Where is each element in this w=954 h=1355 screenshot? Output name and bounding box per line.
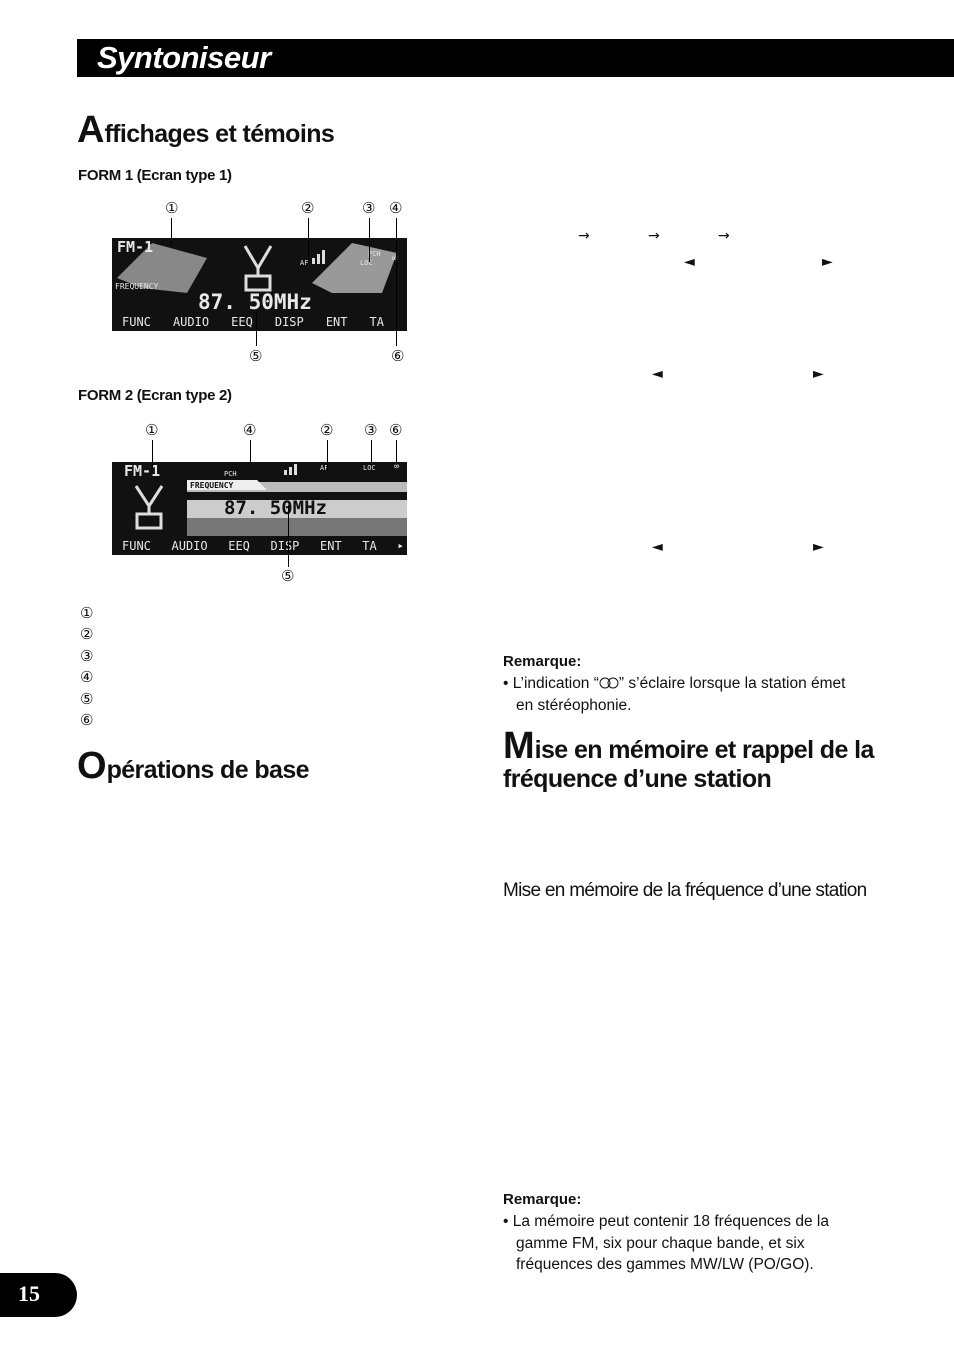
lcd-pch: PCH — [368, 250, 381, 258]
callout-3: ③ — [364, 421, 378, 439]
signal-strength-icon — [284, 464, 297, 475]
drop-cap: O — [77, 745, 107, 787]
antenna-icon — [245, 246, 271, 290]
heading-text: pérations de base — [106, 756, 309, 784]
leader-line — [288, 505, 289, 567]
drop-cap: M — [503, 725, 535, 767]
lcd-band: FM-1 — [124, 462, 161, 480]
softkey-next-icon: ▸ — [397, 539, 404, 552]
leader-line — [371, 440, 372, 466]
softkey-ent: ENT — [325, 315, 348, 329]
right-triangle-icon: ► — [822, 254, 833, 270]
signal-strength-icon — [312, 250, 325, 264]
lcd-display-form2 — [112, 462, 407, 555]
section-heading-operations — [77, 742, 309, 791]
leader-line — [396, 218, 397, 346]
leader-line — [250, 440, 251, 466]
softkey-func: FUNC — [122, 315, 151, 329]
lcd-loc: LOC — [363, 464, 376, 472]
legend-number-4: ④ — [80, 668, 94, 686]
stereo-icon: ∞ — [392, 254, 398, 264]
stereo-icon — [599, 677, 619, 689]
page-header-bar — [77, 39, 954, 77]
antenna-icon — [136, 486, 162, 528]
right-triangle-icon: ► — [813, 539, 824, 555]
lcd-frequency-label: FREQUENCY — [190, 481, 234, 490]
remark-text-line: fréquences des gammes MW/LW (PO/GO). — [516, 1256, 814, 1273]
lcd-band: FM-1 — [117, 238, 154, 256]
lcd-frequency-label: FREQUENCY — [115, 282, 159, 291]
remark-title: Remarque: — [503, 1191, 582, 1208]
left-triangle-icon: ◄ — [652, 366, 663, 382]
left-triangle-icon: ◄ — [684, 254, 695, 270]
legend-number-2: ② — [80, 625, 94, 643]
leader-line — [308, 218, 309, 264]
lcd-softkeys — [122, 539, 404, 553]
callout-2: ② — [301, 199, 315, 217]
page-number-tab — [0, 1273, 77, 1317]
callout-5: ⑤ — [281, 567, 295, 585]
stereo-icon: ∞ — [394, 462, 400, 472]
arrow-right-icon: → — [648, 228, 660, 244]
frequency-band-lower — [187, 518, 407, 536]
page-title: Syntoniseur — [97, 40, 271, 75]
callout-3: ③ — [362, 199, 376, 217]
subsection-heading: Mise en mémoire de la fréquence d’une station — [503, 880, 867, 901]
remark-title: Remarque: — [503, 653, 582, 670]
legend-number-5: ⑤ — [80, 690, 94, 708]
callout-1: ① — [145, 421, 159, 439]
heading-text: ise en mémoire et rappel de la — [534, 736, 874, 764]
remark-text-part: • L’indication “ — [503, 675, 599, 692]
lcd-frequency: 87. 50MHz — [198, 290, 312, 314]
leader-line — [396, 440, 397, 464]
leader-line — [256, 310, 257, 346]
callout-5: ⑤ — [249, 347, 263, 365]
softkey-eeq: EEQ — [231, 315, 253, 329]
leader-line — [152, 440, 153, 470]
callout-2: ② — [320, 421, 334, 439]
softkey-disp: DISP — [270, 539, 300, 553]
leader-line — [369, 218, 370, 262]
lcd-loc: LOC — [360, 259, 373, 267]
callout-1: ① — [165, 199, 179, 217]
remark-text-line: gamme FM, six pour chaque bande, et six — [516, 1235, 805, 1252]
left-triangle-icon: ◄ — [652, 539, 663, 555]
leader-line — [171, 218, 172, 246]
remark-text-line: en stéréophonie. — [516, 697, 632, 714]
callout-4: ④ — [243, 421, 257, 439]
callout-6: ⑥ — [391, 347, 405, 365]
section-heading-affichages — [77, 106, 334, 155]
legend-number-3: ③ — [80, 647, 94, 665]
lcd-display-form1 — [112, 238, 407, 331]
arrow-right-icon: → — [718, 228, 730, 244]
drop-cap: A — [77, 109, 105, 151]
heading-text: ffichages et témoins — [104, 120, 335, 148]
softkey-audio: AUDIO — [172, 315, 210, 329]
callout-4: ④ — [389, 199, 403, 217]
softkey-disp: DISP — [274, 315, 304, 329]
page-number: 15 — [18, 1281, 40, 1306]
lcd-softkeys — [122, 315, 402, 329]
form1-label: FORM 1 (Ecran type 1) — [78, 167, 232, 184]
softkey-ta: TA — [369, 315, 384, 329]
remark-text-part: ” s’éclaire lorsque la station émet — [618, 675, 846, 692]
softkey-audio: AUDIO — [171, 539, 208, 553]
lcd-frequency: 87. 50MHz — [224, 497, 327, 519]
right-triangle-icon: ► — [813, 366, 824, 382]
section-heading-mise-line2: fréquence d’une station — [503, 765, 772, 793]
legend-number-1: ① — [80, 604, 94, 622]
remark-text-line: • La mémoire peut contenir 18 fréquences de la — [503, 1213, 829, 1230]
softkey-eeq: EEQ — [228, 539, 250, 553]
arrow-right-icon: → — [578, 228, 590, 244]
lcd-af: AF — [320, 464, 329, 472]
lcd-af: AF — [300, 259, 309, 267]
leader-line — [327, 440, 328, 470]
softkey-func: FUNC — [122, 539, 151, 553]
remark-text — [503, 673, 923, 695]
callout-6: ⑥ — [389, 421, 403, 439]
lcd-pch: PCH — [224, 470, 237, 478]
form2-label: FORM 2 (Ecran type 2) — [78, 387, 232, 404]
softkey-ent: ENT — [320, 539, 342, 553]
softkey-ta: TA — [362, 539, 377, 553]
legend-number-6: ⑥ — [80, 711, 94, 729]
